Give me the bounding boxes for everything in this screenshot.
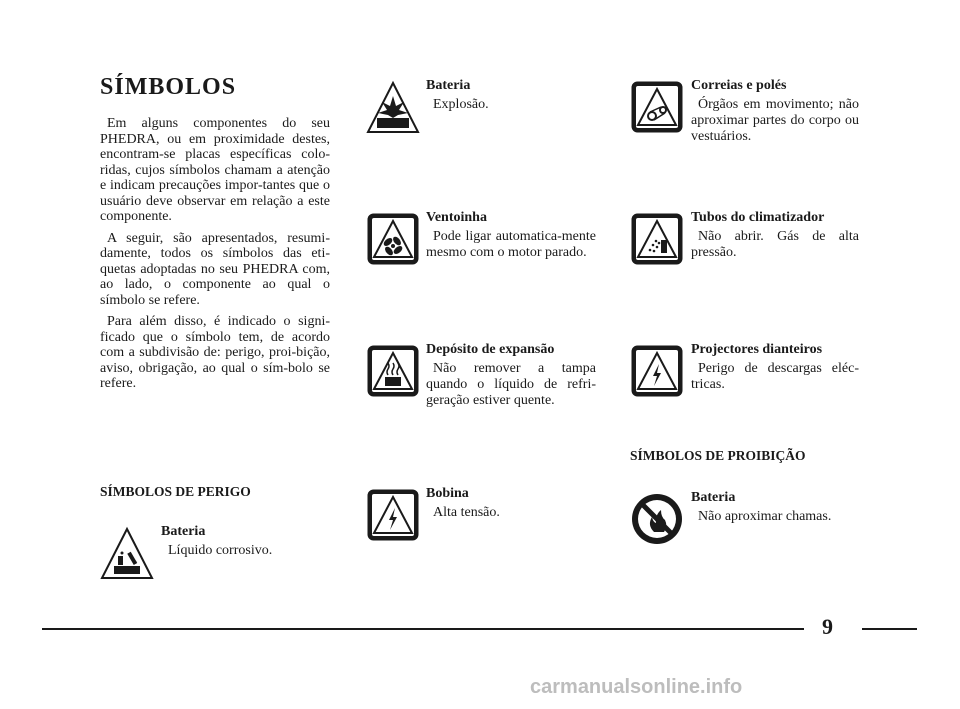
entry-title: Bateria bbox=[426, 78, 471, 93]
entry-desc: Alta tensão. bbox=[433, 505, 500, 520]
danger-section-heading: SÍMBOLOS DE PERIGO bbox=[100, 484, 251, 499]
intro-text bbox=[100, 116, 330, 398]
intro-paragraph-2: A seguir, são apresentados, resumi-damente, todos os símbolos das eti-quetas adoptadas no seu PHEDRA com, ao lado, o componente ao qual o símbolo se refere. bbox=[100, 230, 330, 308]
entry-title: Bobina bbox=[426, 486, 469, 501]
entry-desc: Pode ligar automatica-mente mesmo com o motor parado. bbox=[426, 229, 596, 260]
entry-desc: Não aproximar chamas. bbox=[698, 509, 832, 524]
page-title: SÍMBOLOS bbox=[100, 74, 237, 100]
entry-title: Ventoinha bbox=[426, 210, 487, 225]
page-number: 9 bbox=[822, 614, 833, 639]
no-flames-icon bbox=[630, 492, 684, 546]
entry-title: Bateria bbox=[691, 490, 736, 505]
entry-desc: Líquido corrosivo. bbox=[168, 543, 273, 558]
entry-desc: Perigo de descargas eléc-tricas. bbox=[691, 361, 859, 392]
corrosive-triangle-icon bbox=[100, 526, 154, 580]
hot-liquid-warning-icon bbox=[366, 344, 420, 398]
entry-title: Depósito de expansão bbox=[426, 342, 555, 357]
prohibition-section-heading: SÍMBOLOS DE PROIBIÇÃO bbox=[630, 448, 806, 463]
high-voltage-warning-icon bbox=[366, 488, 420, 542]
entry-title: Tubos do climatizador bbox=[691, 210, 825, 225]
entry-belts bbox=[691, 78, 859, 145]
electric-discharge-warning-icon bbox=[630, 344, 684, 398]
moving-parts-warning-icon bbox=[630, 80, 684, 134]
entry-battery-corrosive bbox=[161, 524, 301, 559]
footer-rule-right bbox=[862, 628, 917, 630]
entry-title: Projectores dianteiros bbox=[691, 342, 823, 357]
fan-warning-icon bbox=[366, 212, 420, 266]
intro-paragraph-1: Em alguns componentes do seu PHEDRA, ou em proximidade destes, encontram-se placas específicas colo-ridas, cujos símbolos chamam a atenção e indicam precauções impor-tantes que o usuário deve observar em relação a este componente. bbox=[100, 116, 330, 224]
entry-title: Correias e polés bbox=[691, 78, 787, 93]
entry-fan bbox=[426, 210, 596, 261]
entry-headlights bbox=[691, 342, 859, 393]
footer-rule-left bbox=[42, 628, 804, 630]
entry-coil bbox=[426, 486, 596, 521]
entry-desc: Explosão. bbox=[433, 97, 489, 112]
intro-paragraph-3: Para além disso, é indicado o signi-ficado que o símbolo tem, de acordo com a subdivisão de: perigo, proi-bição, aviso, obrigação, ao qual o sím-bolo se refere. bbox=[100, 314, 330, 391]
watermark-footer: carmanualsonline.info bbox=[530, 676, 743, 698]
pressure-gas-warning-icon bbox=[630, 212, 684, 266]
explosion-triangle-icon bbox=[366, 80, 420, 134]
entry-title: Bateria bbox=[161, 524, 206, 539]
entry-expansion-tank bbox=[426, 342, 596, 409]
entry-desc: Não remover a tampa quando o líquido de refri-geração estiver quente. bbox=[426, 361, 596, 408]
entry-battery-no-flames bbox=[691, 490, 859, 525]
entry-battery-explosion bbox=[426, 78, 596, 113]
entry-desc: Órgãos em movimento; não aproximar partes do corpo ou vestuários. bbox=[691, 97, 859, 144]
entry-desc: Não abrir. Gás de alta pressão. bbox=[691, 229, 859, 260]
entry-ac-pipes bbox=[691, 210, 859, 261]
